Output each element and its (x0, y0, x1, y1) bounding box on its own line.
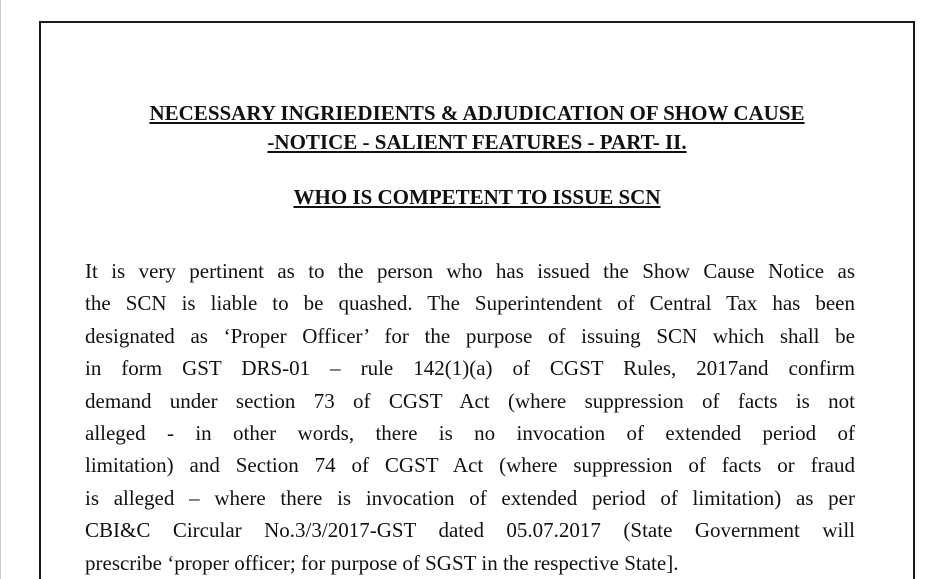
paragraph-line: in form GST DRS-01 – rule 142(1)(a) of CGST Rules, 2017and confirm (85, 356, 855, 381)
paragraph-line: It is very pertinent as to the person who has issued the Show Cause Notice as (85, 259, 855, 283)
paragraph-line: CBI&C Circular No.3/3/2017-GST dated 05.07.2017 (State Government will (85, 518, 855, 543)
paragraph-line: is alleged – where there is invocation of extended period of limitation) as per (85, 485, 855, 510)
section-heading-text: WHO IS COMPETENT TO ISSUE SCN (293, 185, 661, 209)
viewer-left-edge (0, 0, 1, 579)
paragraph-line: designated as ‘Proper Officer’ for the purpose of issuing SCN which shall be (85, 323, 855, 348)
document-title-line-1: NECESSARY INGRIEDIENTS & ADJUDICATION OF SHOW CAUSE (149, 101, 805, 125)
paragraph-line: alleged - in other words, there is no invocation of extended period of (85, 421, 855, 446)
document-title-line-2: -NOTICE - SALIENT FEATURES - PART- II. (267, 130, 687, 154)
section-heading (41, 183, 913, 212)
document-page (39, 21, 915, 579)
paragraph-line: demand under section 73 of CGST Act (where suppression of facts is not (85, 388, 855, 413)
paragraph-line: prescribe ‘proper officer; for purpose of SGST in the respective State]. (85, 550, 679, 575)
document-title (41, 99, 913, 157)
paragraph-line: the SCN is liable to be quashed. The Superintendent of Central Tax has been (85, 291, 855, 316)
body-paragraph (85, 255, 855, 579)
paragraph-line: limitation) and Section 74 of CGST Act (where suppression of facts or fraud (85, 453, 855, 478)
